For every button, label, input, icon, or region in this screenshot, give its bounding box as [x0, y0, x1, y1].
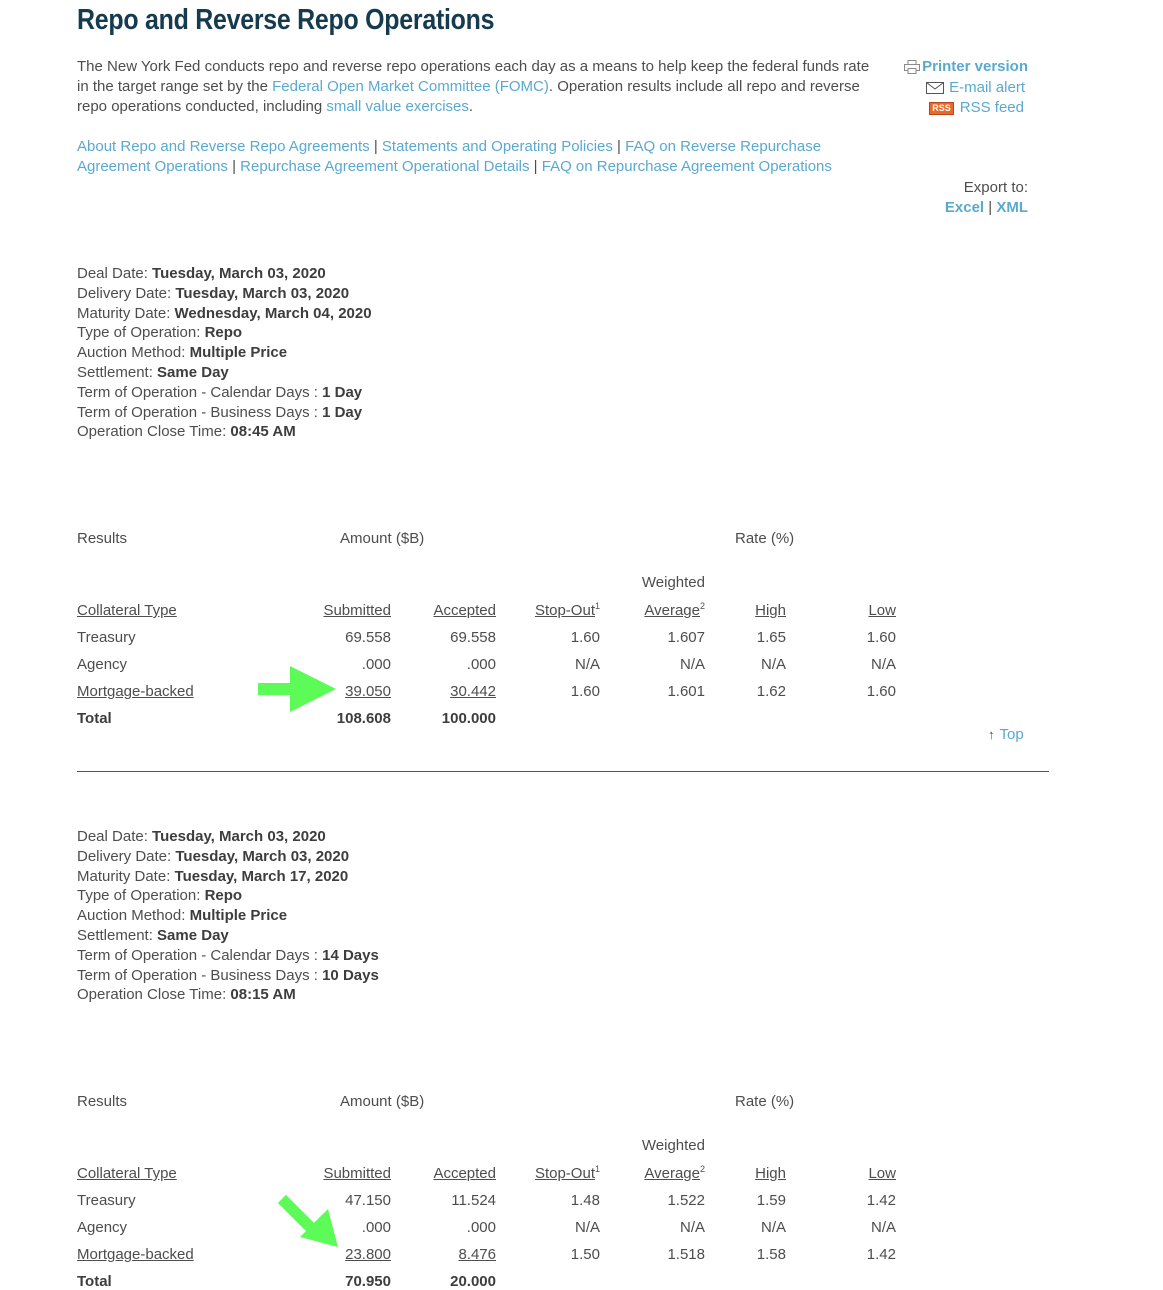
low-header[interactable]: Low: [868, 1165, 896, 1182]
deal-date: Deal Date: Tuesday, March 03, 2020: [77, 265, 326, 282]
table-row: Agency .000 .000 N/A N/A N/A N/A: [77, 656, 896, 673]
settlement: Settlement: Same Day: [77, 926, 229, 944]
faq-repo-link[interactable]: FAQ on Repurchase Agreement Operations: [541, 158, 832, 175]
high-header[interactable]: High: [755, 1165, 786, 1182]
export-xml-link[interactable]: XML: [996, 199, 1028, 216]
printer-icon: [904, 60, 920, 74]
rss-feed-link[interactable]: [900, 98, 1024, 119]
up-arrow-icon: ↑: [988, 727, 995, 742]
related-links: About Repo and Reverse Repo Agreements | Statements and Operating Policies | FAQ on Reverse Repurchase Agreement Operations | Repurchase Agreement Operational Details | FAQ on Repurchase Agreement Operations: [77, 138, 832, 175]
close-time: Operation Close Time: 08:15 AM: [77, 986, 296, 1004]
mbs-accepted-link[interactable]: 8.476: [458, 1246, 496, 1263]
page-title: Repo and Reverse Repo Operations: [77, 4, 495, 36]
repo-operational-details-link[interactable]: Repurchase Agreement Operational Details: [240, 158, 530, 175]
accepted-header[interactable]: Accepted: [433, 602, 496, 619]
calendar-days: Term of Operation - Calendar Days : 1 Day: [77, 383, 363, 401]
total-row: Total 108.608 100.000: [77, 710, 496, 727]
auction-method: Auction Method: Multiple Price: [77, 344, 288, 362]
statements-policies-link[interactable]: Statements and Operating Policies: [381, 138, 613, 155]
side-links: [900, 57, 1028, 119]
section-divider: [77, 771, 1049, 772]
back-to-top-link[interactable]: ↑ Top: [988, 726, 1024, 743]
maturity-date: Maturity Date: Wednesday, March 04, 2020: [77, 304, 372, 322]
export-label: Export to:: [963, 179, 1028, 196]
close-time: Operation Close Time: 08:45 AM: [77, 423, 296, 441]
high-header[interactable]: High: [755, 602, 786, 619]
operation-1-details: [77, 264, 372, 442]
table-row: Treasury 69.558 69.558 1.60 1.607 1.65 1.60: [77, 629, 896, 646]
average-header[interactable]: Average$^2$: [644, 601, 705, 619]
average-header[interactable]: Average$^2$: [644, 1164, 705, 1182]
rate-header: Rate (%): [735, 1093, 795, 1110]
email-alert-label[interactable]: E-mail alert: [949, 78, 1025, 96]
submitted-header[interactable]: Submitted: [323, 602, 391, 619]
mbs-submitted-link[interactable]: 39.050: [345, 683, 391, 700]
auction-method: Auction Method: Multiple Price: [77, 907, 288, 925]
amount-header: Amount ($B): [340, 1093, 425, 1110]
business-days: Term of Operation - Business Days : 1 Day: [77, 403, 363, 421]
collateral-type-header[interactable]: Collateral Type: [77, 602, 177, 619]
business-days: Term of Operation - Business Days : 10 Days: [77, 966, 379, 984]
operation-type: Type of Operation: Repo: [77, 887, 243, 905]
table-row: Agency .000 .000 N/A N/A N/A N/A: [77, 1219, 896, 1236]
amount-header: Amount ($B): [340, 530, 425, 547]
submitted-header[interactable]: Submitted: [323, 1165, 391, 1182]
small-value-exercises-link[interactable]: small value exercises: [326, 98, 469, 115]
export-excel-link[interactable]: Excel: [944, 199, 985, 216]
operation-1-results-table: Results Amount ($B) Rate (%) Weighted Collateral Type Submitted Accepted Stop-Out$^1$ Average$^2$ High Low Treasury 69.558 69.558 1.60 1.607 1.65 1.60 Agency .000 .000 N/A N/A N/A N/A Mortgage-backed 39.050 30.442 1.60 1.601 1.62 1.60 Total 108.608 100.000: [77, 520, 912, 727]
table-row: Mortgage-backed 39.050 30.442 1.60 1.601 1.62 1.60: [77, 673, 912, 700]
fomc-link[interactable]: Federal Open Market Committee (FOMC): [272, 78, 549, 95]
rss-feed-label[interactable]: RSS feed: [959, 99, 1024, 116]
table-row: Mortgage-backed 23.800 8.476 1.50 1.518 1.58 1.42: [77, 1236, 912, 1263]
delivery-date: Delivery Date: Tuesday, March 03, 2020: [77, 847, 350, 865]
printer-version-label[interactable]: Printer version: [922, 58, 1028, 75]
delivery-date: Delivery Date: Tuesday, March 03, 2020: [77, 284, 350, 302]
mbs-submitted-link[interactable]: 23.800: [345, 1246, 391, 1263]
maturity-date: Maturity Date: Tuesday, March 17, 2020: [77, 867, 349, 885]
operation-type: Type of Operation: Repo: [77, 324, 243, 342]
mbs-accepted-link[interactable]: 30.442: [450, 683, 496, 700]
operation-2-results-table: Results Amount ($B) Rate (%) Weighted Collateral Type Submitted Accepted Stop-Out$^1$ Average$^2$ High Low Treasury 47.150 11.524 1.48 1.522 1.59 1.42 Agency .000 .000 N/A N/A N/A N/A Mortgage-backed 23.800 8.476 1.50 1.518 1.58 1.42 Total 70.950 20.000: [77, 1083, 912, 1290]
faq-reverse-repo-link[interactable]: FAQ on Reverse Repurchase Agreement Operations: [77, 138, 822, 175]
rate-header: Rate (%): [735, 530, 795, 547]
mortgage-backed-link[interactable]: Mortgage-backed: [77, 683, 194, 700]
table-row: Treasury 47.150 11.524 1.48 1.522 1.59 1.42: [77, 1192, 896, 1209]
email-alert-link[interactable]: [900, 78, 1025, 99]
mortgage-backed-link[interactable]: Mortgage-backed: [77, 1246, 194, 1263]
green-arrow-diagonal: [276, 1193, 340, 1249]
stop-out-header[interactable]: Stop-Out$^1$: [534, 601, 600, 619]
operation-2-details: [77, 827, 379, 1005]
export-section: Export to: Excel | XML: [900, 178, 1028, 218]
green-arrow-right: [256, 665, 338, 713]
low-header[interactable]: Low: [868, 602, 896, 619]
calendar-days: Term of Operation - Calendar Days : 14 Days: [77, 946, 379, 964]
total-row: Total 70.950 20.000: [77, 1273, 496, 1290]
collateral-type-header[interactable]: Collateral Type: [77, 1165, 177, 1182]
rss-icon: RSS: [929, 102, 954, 115]
about-repo-link[interactable]: About Repo and Reverse Repo Agreements: [77, 138, 370, 155]
deal-date: Deal Date: Tuesday, March 03, 2020: [77, 828, 326, 845]
intro-text: The New York Fed conducts repo and reverse repo operations each day as a means to help keep the federal funds rate in the target range set by the Federal Open Market Committee (FOMC). Operation results include all repo and reverse repo operations conducted, including small value exercises.: [77, 58, 870, 115]
accepted-header[interactable]: Accepted: [433, 1165, 496, 1182]
settlement: Settlement: Same Day: [77, 363, 229, 381]
stop-out-header[interactable]: Stop-Out$^1$: [534, 1164, 600, 1182]
printer-version-link[interactable]: [900, 57, 1028, 78]
envelope-icon: [926, 82, 944, 94]
